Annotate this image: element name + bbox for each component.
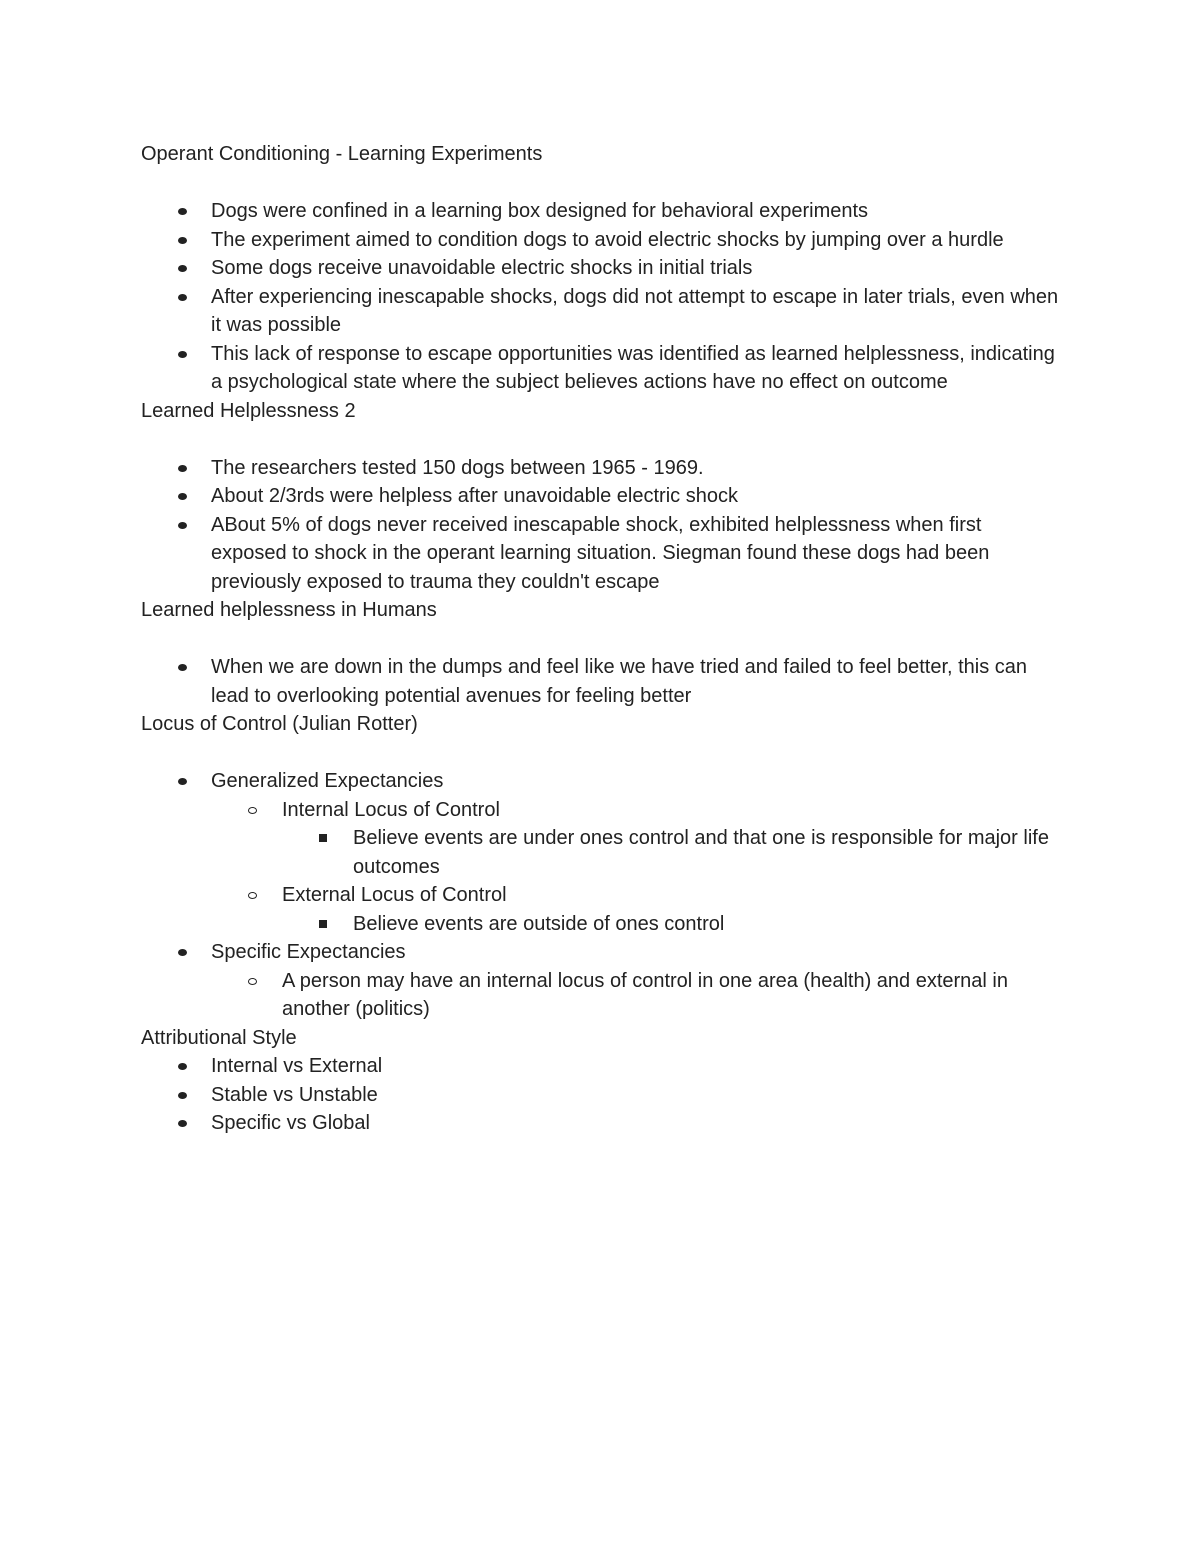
list-item-generalized-expectancies: Generalized Expectancies Internal Locus of Control Believe events are under ones control and that one is responsible for major life outcomes External Locus of Control Believe events are outside of ones control [141, 767, 1061, 938]
bullet-disc-icon [178, 1092, 187, 1099]
bullet-disc-icon [178, 522, 187, 529]
bullet-circle-icon [248, 978, 257, 985]
list-item: This lack of response to escape opportunities was identified as learned helplessness, indicating a psychological state where the subject believes actions have no effect on outcome [141, 340, 1061, 397]
generalized-expectancies-sublist [211, 796, 1061, 939]
list-item: Dogs were confined in a learning box designed for behavioral experiments [141, 197, 1061, 226]
locus-of-control-list [141, 767, 1061, 1024]
learned-helplessness-2-list [141, 454, 1061, 597]
bullet-disc-icon [178, 351, 187, 358]
list-item: After experiencing inescapable shocks, dogs did not attempt to escape in later trials, even when it was possible [141, 283, 1061, 340]
bullet-disc-icon [178, 265, 187, 272]
bullet-disc-icon [178, 664, 187, 671]
list-item: Specific vs Global [141, 1109, 1061, 1138]
subsublist-item: Believe events are outside of ones control [282, 910, 1061, 939]
bullet-disc-icon [178, 778, 187, 785]
section-heading-helplessness-in-humans: Learned helplessness in Humans [141, 599, 437, 621]
subsublist-item: Believe events are under ones control and that one is responsible for major life outcomes [282, 824, 1061, 881]
list-item: Stable vs Unstable [141, 1081, 1061, 1110]
operant-conditioning-list [141, 197, 1061, 397]
external-locus-sublist [282, 910, 1061, 939]
bullet-square-icon [319, 920, 327, 928]
section-heading-attributional-style: Attributional Style [141, 1026, 297, 1049]
bullet-disc-icon [178, 493, 187, 500]
helplessness-in-humans-list [141, 653, 1061, 710]
document-page [141, 140, 1061, 1138]
list-item: About 2/3rds were helpless after unavoidable electric shock [141, 482, 1061, 511]
bullet-circle-icon [248, 807, 257, 814]
section-heading-learned-helplessness-2: Learned Helplessness 2 [141, 399, 356, 422]
list-item: ABout 5% of dogs never received inescapable shock, exhibited helplessness when first exposed to shock in the operant learning situation. Siegman found these dogs had been previously exposed to trauma they couldn't escape [141, 511, 1061, 597]
section-heading-operant-conditioning: Operant Conditioning - Learning Experiments [141, 143, 543, 165]
bullet-circle-icon [248, 892, 257, 899]
internal-locus-sublist [282, 824, 1061, 881]
list-item: The experiment aimed to condition dogs to avoid electric shocks by jumping over a hurdle [141, 226, 1061, 255]
list-item: Some dogs receive unavoidable electric shocks in initial trials [141, 254, 1061, 283]
sublist-item: A person may have an internal locus of control in one area (health) and external in another (politics) [211, 967, 1061, 1024]
bullet-disc-icon [178, 1063, 187, 1070]
list-item: When we are down in the dumps and feel like we have tried and failed to feel better, this can lead to overlooking potential avenues for feeling better [141, 653, 1061, 710]
bullet-disc-icon [178, 465, 187, 472]
list-item: Internal vs External [141, 1052, 1061, 1081]
sublist-item-external-locus: External Locus of Control Believe events are outside of ones control [211, 881, 1061, 938]
section-heading-locus-of-control: Locus of Control (Julian Rotter) [141, 713, 418, 735]
bullet-disc-icon [178, 208, 187, 215]
list-item: The researchers tested 150 dogs between 1965 - 1969. [141, 454, 1061, 483]
bullet-square-icon [319, 834, 327, 842]
list-item-specific-expectancies: Specific Expectancies A person may have an internal locus of control in one area (health) and external in another (politics) [141, 938, 1061, 1024]
sublist-item-internal-locus: Internal Locus of Control Believe events are under ones control and that one is responsible for major life outcomes [211, 796, 1061, 882]
bullet-disc-icon [178, 237, 187, 244]
bullet-disc-icon [178, 1120, 187, 1127]
bullet-disc-icon [178, 294, 187, 301]
specific-expectancies-sublist [211, 967, 1061, 1024]
attributional-style-list [141, 1052, 1061, 1138]
bullet-disc-icon [178, 949, 187, 956]
